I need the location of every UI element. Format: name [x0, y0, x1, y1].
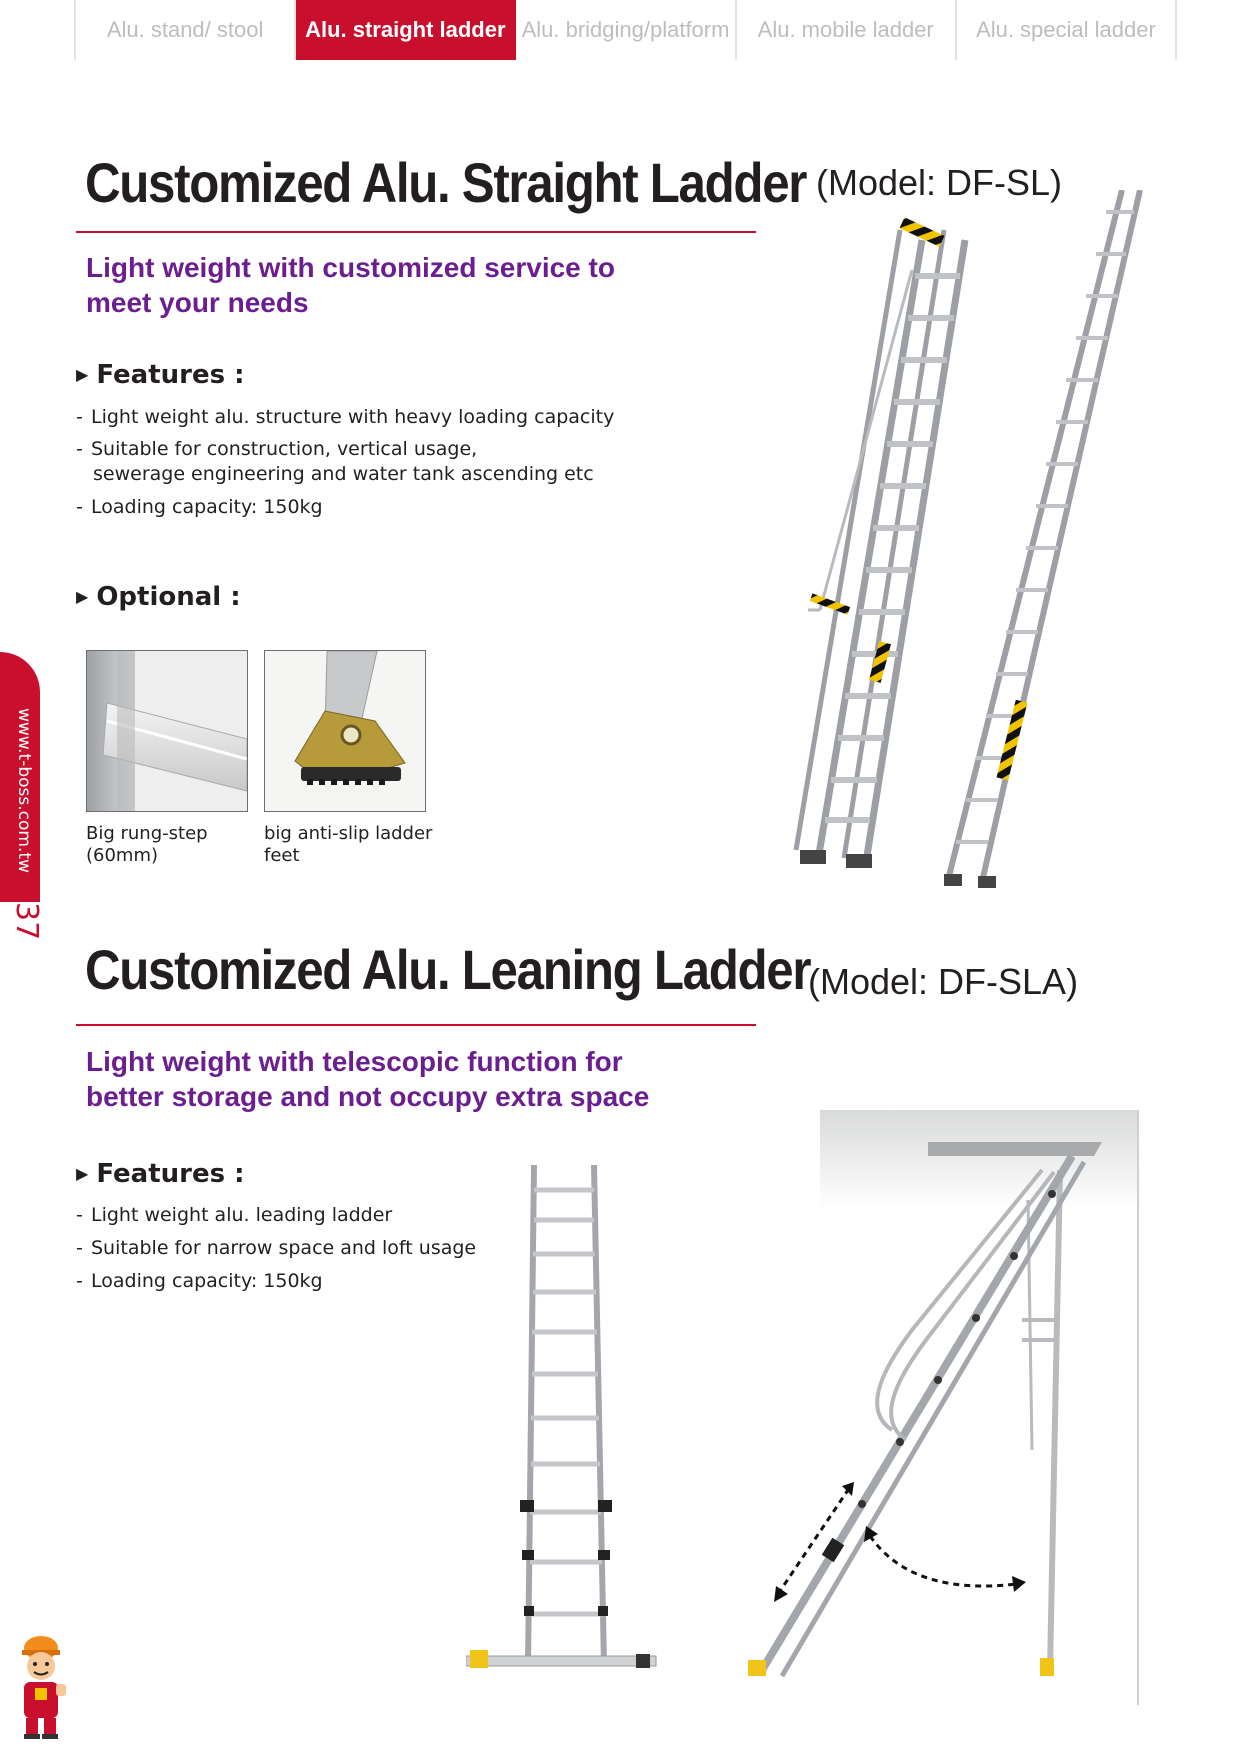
section2-tagline-line2: better storage and not occupy extra space [86, 1081, 650, 1112]
mascot-worker-icon [14, 1632, 68, 1740]
triangle-bullet-icon: ▶ [76, 587, 89, 606]
section1-tagline-line2: meet your needs [86, 287, 309, 318]
section1-optional-heading: ▶ Optional : [76, 582, 241, 612]
section2-tagline [86, 1044, 649, 1114]
website-url[interactable]: www.t-boss.com.tw [14, 708, 34, 873]
tab-mobile-ladder[interactable]: Alu. mobile ladder [737, 0, 957, 60]
section2-title: Customized Alu. Leaning Ladder [85, 938, 811, 1001]
tab-straight-ladder[interactable]: Alu. straight ladder [296, 0, 516, 60]
section2-model: (Model: DF-SLA) [808, 961, 1079, 1002]
section1-model: (Model: DF-SL) [816, 162, 1063, 203]
tab-special-ladder[interactable]: Alu. special ladder [957, 0, 1177, 60]
feature-item: - Light weight alu. leading ladder [76, 1204, 476, 1226]
feature-item: - Suitable for narrow space and loft usage [76, 1237, 476, 1259]
feature-item: - Suitable for construction, vertical usage, sewerage engineering and water tank ascending etc [76, 437, 614, 487]
straight-ladder-illustration [760, 190, 1160, 910]
section1-tagline-line1: Light weight with customized service to [86, 252, 615, 283]
rung-step-caption: Big rung-step (60mm) [86, 823, 208, 866]
feature-item: - Loading capacity: 150kg [76, 1270, 476, 1292]
section1-title: Customized Alu. Straight Ladder [85, 151, 807, 214]
feature-item: - Loading capacity: 150kg [76, 496, 614, 518]
rung-step-photo [86, 650, 248, 812]
leaning-ladder-illustration [466, 1160, 666, 1695]
section2-features-list [76, 1204, 476, 1292]
triangle-bullet-icon: ▶ [76, 365, 89, 384]
tab-stand-stool[interactable]: Alu. stand/ stool [74, 0, 296, 60]
section1-features-heading: ▶ Features : [76, 360, 245, 390]
tab-bridging-platform[interactable]: Alu. bridging/platform [516, 0, 736, 60]
page-number: 37 [9, 902, 44, 941]
feature-item: - Light weight alu. structure with heavy loading capacity [76, 406, 614, 428]
section1-tagline [86, 250, 615, 320]
ladder-foot-caption: big anti-slip ladder feet [264, 823, 433, 866]
category-tab-bar [74, 0, 1177, 60]
loft-ladder-illustration [742, 1110, 1142, 1710]
section1-features-list [76, 406, 614, 518]
triangle-bullet-icon: ▶ [76, 1164, 89, 1183]
section2-divider [76, 1024, 756, 1026]
ladder-foot-photo [264, 650, 426, 812]
section2-tagline-line1: Light weight with telescopic function for [86, 1046, 623, 1077]
section2-features-heading: ▶ Features : [76, 1159, 245, 1189]
section1-divider [76, 231, 756, 233]
